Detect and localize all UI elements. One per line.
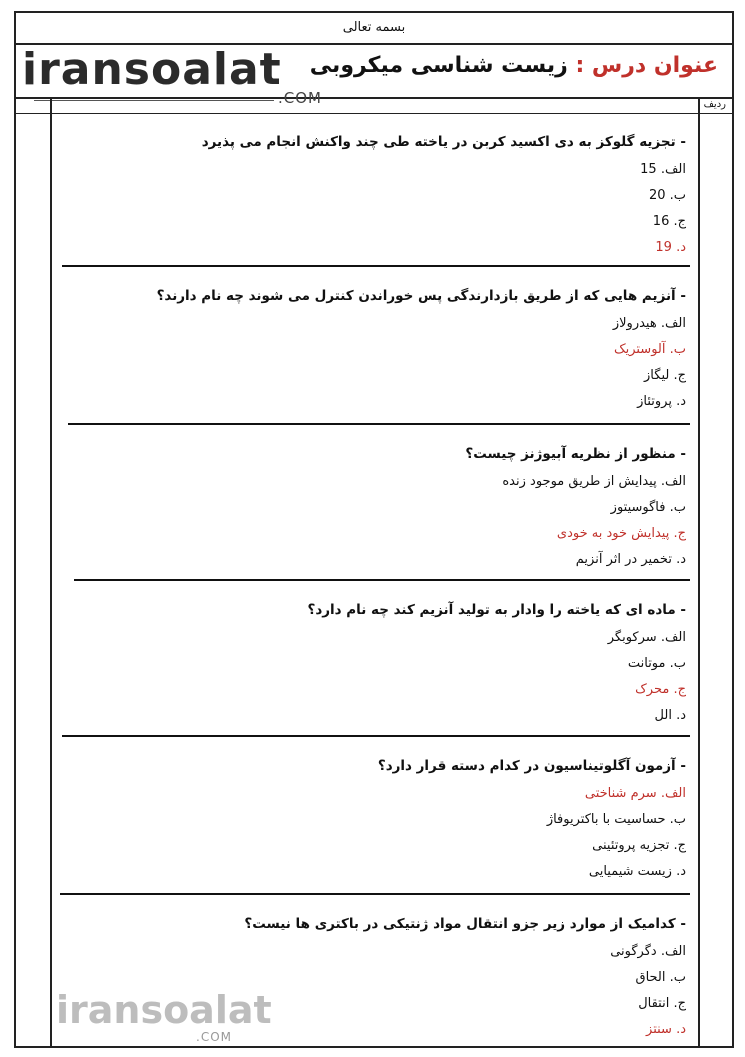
watermark-logo: iransoalat <box>56 988 272 1032</box>
question-separator <box>62 735 690 737</box>
question-text: - کدامیک از موارد زیر جزو انتقال مواد ژنتیکی در باکتری ها نیست؟ <box>244 916 686 932</box>
answer-option: د. الل <box>654 708 686 723</box>
question-4 <box>54 599 692 731</box>
iransoalat-logo: iransoalat <box>22 44 282 95</box>
top-title: بسمه تعالی <box>16 13 732 45</box>
question-5 <box>54 755 692 887</box>
answer-option: الف. سرکوبگر <box>607 630 686 645</box>
answer-option: ب. حساسیت با باکتریوفاژ <box>546 812 686 827</box>
course-title <box>310 53 718 78</box>
question-text: - آزمون آگلوتیناسیون در کدام دسته قرار دارد؟ <box>377 758 686 774</box>
answer-option: الف. هیدرولاز <box>612 316 686 331</box>
answer-option: ب. 20 <box>648 188 686 203</box>
answer-option: الف. دگرگونی <box>610 944 686 959</box>
answer-option: ب. فاگوسیتوز <box>610 500 686 515</box>
question-separator <box>68 423 690 425</box>
answer-option-correct: ب. آلوستریک <box>613 342 686 357</box>
questions-area <box>54 113 692 1046</box>
question-text: - ماده ای که یاخته را وادار به تولید آنزیم کند چه نام دارد؟ <box>307 602 686 618</box>
answer-option: د. زیست شیمیایی <box>588 864 686 879</box>
answer-option: ج. انتقال <box>638 996 686 1011</box>
logo-com-suffix: .COM <box>278 89 322 107</box>
course-label: عنوان درس : <box>575 53 718 78</box>
answer-option-correct: الف. سرم شناختی <box>584 786 686 801</box>
radif-label: ردیف <box>703 99 726 110</box>
answer-option: ب. موتانت <box>627 656 686 671</box>
question-text: - آنزیم هایی که از طریق بازدارندگی پس خوراندن کنترل می شوند چه نام دارند؟ <box>156 288 686 304</box>
answer-option: ج. لیگاز <box>644 368 686 383</box>
question-separator <box>60 893 690 895</box>
course-name: زیست شناسی میکروبی <box>309 53 568 78</box>
answer-option: ج. تجزیه پروتئینی <box>592 838 686 853</box>
question-text: - تجزیه گلوکز به دی اکسید کربن در یاخته طی چند واکنش انجام می پذیرد <box>201 134 686 150</box>
question-2 <box>54 285 692 417</box>
watermark-com: .COM <box>196 1030 232 1044</box>
answer-option: ب. الحاق <box>635 970 686 985</box>
column-header-row <box>16 97 732 114</box>
question-text: - منظور از نظریه آبیوژنز چیست؟ <box>465 446 686 462</box>
answer-option: الف. پیدایش از طریق موجود زنده <box>502 474 686 489</box>
question-separator <box>74 579 690 581</box>
right-margin-line <box>698 97 700 1046</box>
left-margin-line <box>50 97 52 1046</box>
exam-sheet <box>14 11 734 1048</box>
question-1 <box>54 131 692 263</box>
answer-option: الف. 15 <box>640 162 686 177</box>
answer-option: ج. 16 <box>652 214 686 229</box>
question-3 <box>54 443 692 575</box>
answer-option-correct: ج. پیدایش خود به خودی <box>556 526 686 541</box>
answer-option: د. تخمیر در اثر آنزیم <box>575 552 686 567</box>
answer-option-correct: د. سنتز <box>646 1022 686 1037</box>
question-separator <box>62 265 690 267</box>
answer-option: د. پروتئاز <box>637 394 686 409</box>
answer-option-correct: د. 19 <box>655 240 686 255</box>
answer-option-correct: ج. محرک <box>635 682 686 697</box>
